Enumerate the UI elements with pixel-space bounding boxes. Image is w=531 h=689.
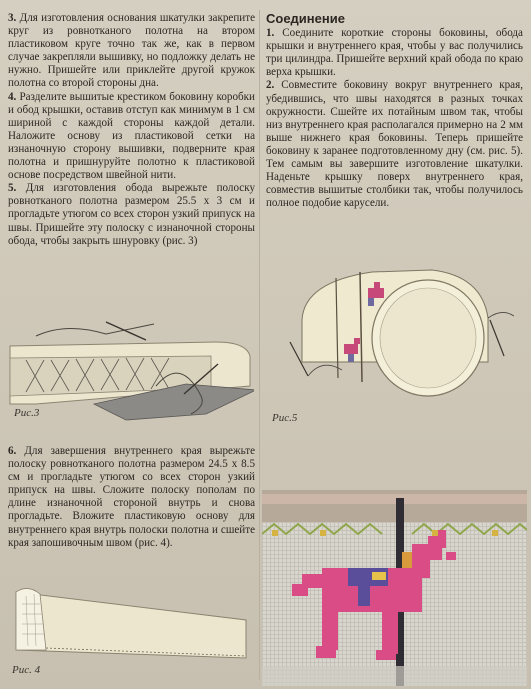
join-step-1: 1. Соедините короткие стороны боковины, обода крышки и внутреннего края, чтобы у вас получились три цилиндра. Пришейте верхний край обода по краю верха крышки. (266, 27, 523, 79)
figure-4-illustration (6, 580, 254, 660)
figure-5-caption: Рис.5 (272, 412, 298, 424)
section-heading: Соединение (266, 11, 345, 26)
step-6: 6. Для завершения внутреннего края вырежьте полоску ровнотканого полотна размером 24.5 x 8.5 см и прогладьте утюгом со всех сторон узкий припуск на швы. Сложите полоску пополам по длине изнаночной стороной внутрь и снова прогладьте. Вложите пластиковую основу для внутреннего края внутрь полоски полотна и сшейте края запошивочным швом (рис. 4). (8, 445, 255, 549)
left-column-lower (8, 445, 255, 550)
figure-4-caption: Рис. 4 (12, 664, 41, 676)
step-5: 5. Для изготовления обода вырежьте полоску ровнотканого полотна размером 25.5 x 3 см и прогладьте утюгом со всех сторон узкий припуск на швы. Пришейте эту полоску с изнаночной стороны обода, чтобы закрыть шнуровку (рис. 3) (8, 182, 255, 247)
step-3: 3. Для изготовления основания шкатулки закрепите круг из ровнотканого полотна на втором пластиковом круге точно так же, как в первом случае закрепляли вышивку, но подложку делать не нужно. Пришейте или приклейте другой кружок полотна со второй стороны дна. (8, 12, 255, 90)
right-column (266, 12, 523, 210)
left-column (8, 12, 255, 248)
step-4: 4. Разделите вышитые крестиком боковину коробки и обод крышки, оставив отступ как минимум в 1 см шириной с каждой стороны каждой детали. Наложите основу из пластиковой сетки на изнаночную сторону вышивки, подверните края полотна и пришнуруйте полотно к пластиковой основе посредством швейной нити. (8, 90, 255, 182)
column-divider (259, 10, 260, 680)
figure-3-illustration (6, 316, 254, 421)
figure-5-illustration (282, 258, 522, 408)
join-step-2: 2. Совместите боковину вокруг внутреннего края, убедившись, что швы находятся в разных точках окружности. Сшейте их потайным швом так, чтобы низ внутреннего края располагался примерно на 2 мм выше нижнего края боковины. Теперь пришейте боковину к заранее подготовленному дну (см. рис. 5). Тем самым вы завершите изготовление шкатулки. Наденьте крышку поверх внутреннего края, совместив вышитые столбики так, чтобы получилось полное подобие карусели. (266, 79, 523, 210)
cross-stitch-photo (262, 490, 527, 686)
figure-3-caption: Рис.3 (14, 407, 40, 419)
